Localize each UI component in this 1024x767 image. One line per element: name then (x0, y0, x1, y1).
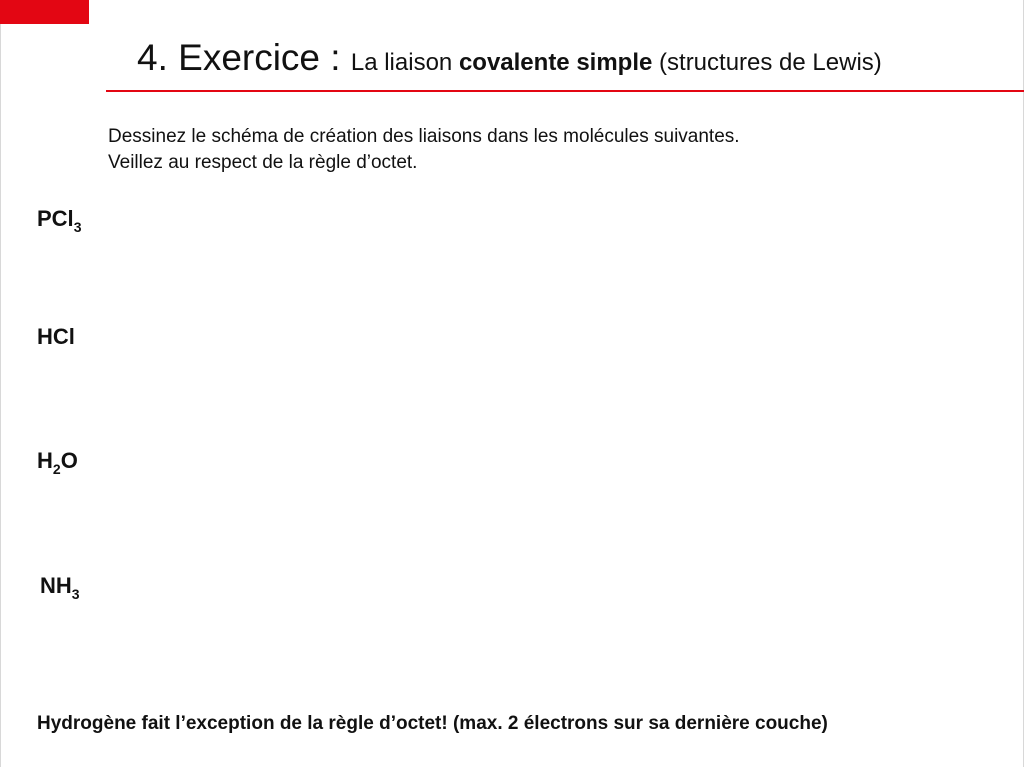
formula-base: PCl (37, 206, 74, 231)
title-divider (106, 90, 1024, 92)
formula-base: H (37, 448, 53, 473)
formula-h2o (37, 448, 78, 477)
slide-border-left (0, 0, 1, 767)
formula-hcl (37, 324, 75, 350)
slide-title (137, 36, 882, 88)
formula-subscript: 3 (71, 586, 80, 602)
formula-subscript: 3 (73, 219, 82, 235)
formula-pcl3 (37, 206, 82, 235)
title-subtitle (351, 49, 882, 76)
formula-subscript: 2 (52, 461, 61, 477)
title-sub-pre: La liaison (350, 49, 459, 76)
title-main: 4. Exercice : (137, 37, 351, 78)
title-sub-post: (structures de Lewis) (652, 49, 882, 76)
instruction-line: Dessinez le schéma de création des liaisons dans les molécules suivantes. (108, 126, 740, 147)
instructions (108, 124, 740, 176)
accent-bar (0, 0, 89, 24)
formula-nh3 (40, 573, 80, 602)
instruction-line: Veillez au respect de la règle d’octet. (108, 152, 418, 173)
formula-base: HCl (37, 324, 75, 349)
title-sub-bold: covalente simple (458, 49, 653, 76)
formula-base: NH (40, 573, 72, 598)
formula-rest: O (60, 448, 78, 473)
hydrogen-note: Hydrogène fait l’exception de la règle d’octet! (max. 2 électrons sur sa dernière couche) (37, 713, 828, 734)
